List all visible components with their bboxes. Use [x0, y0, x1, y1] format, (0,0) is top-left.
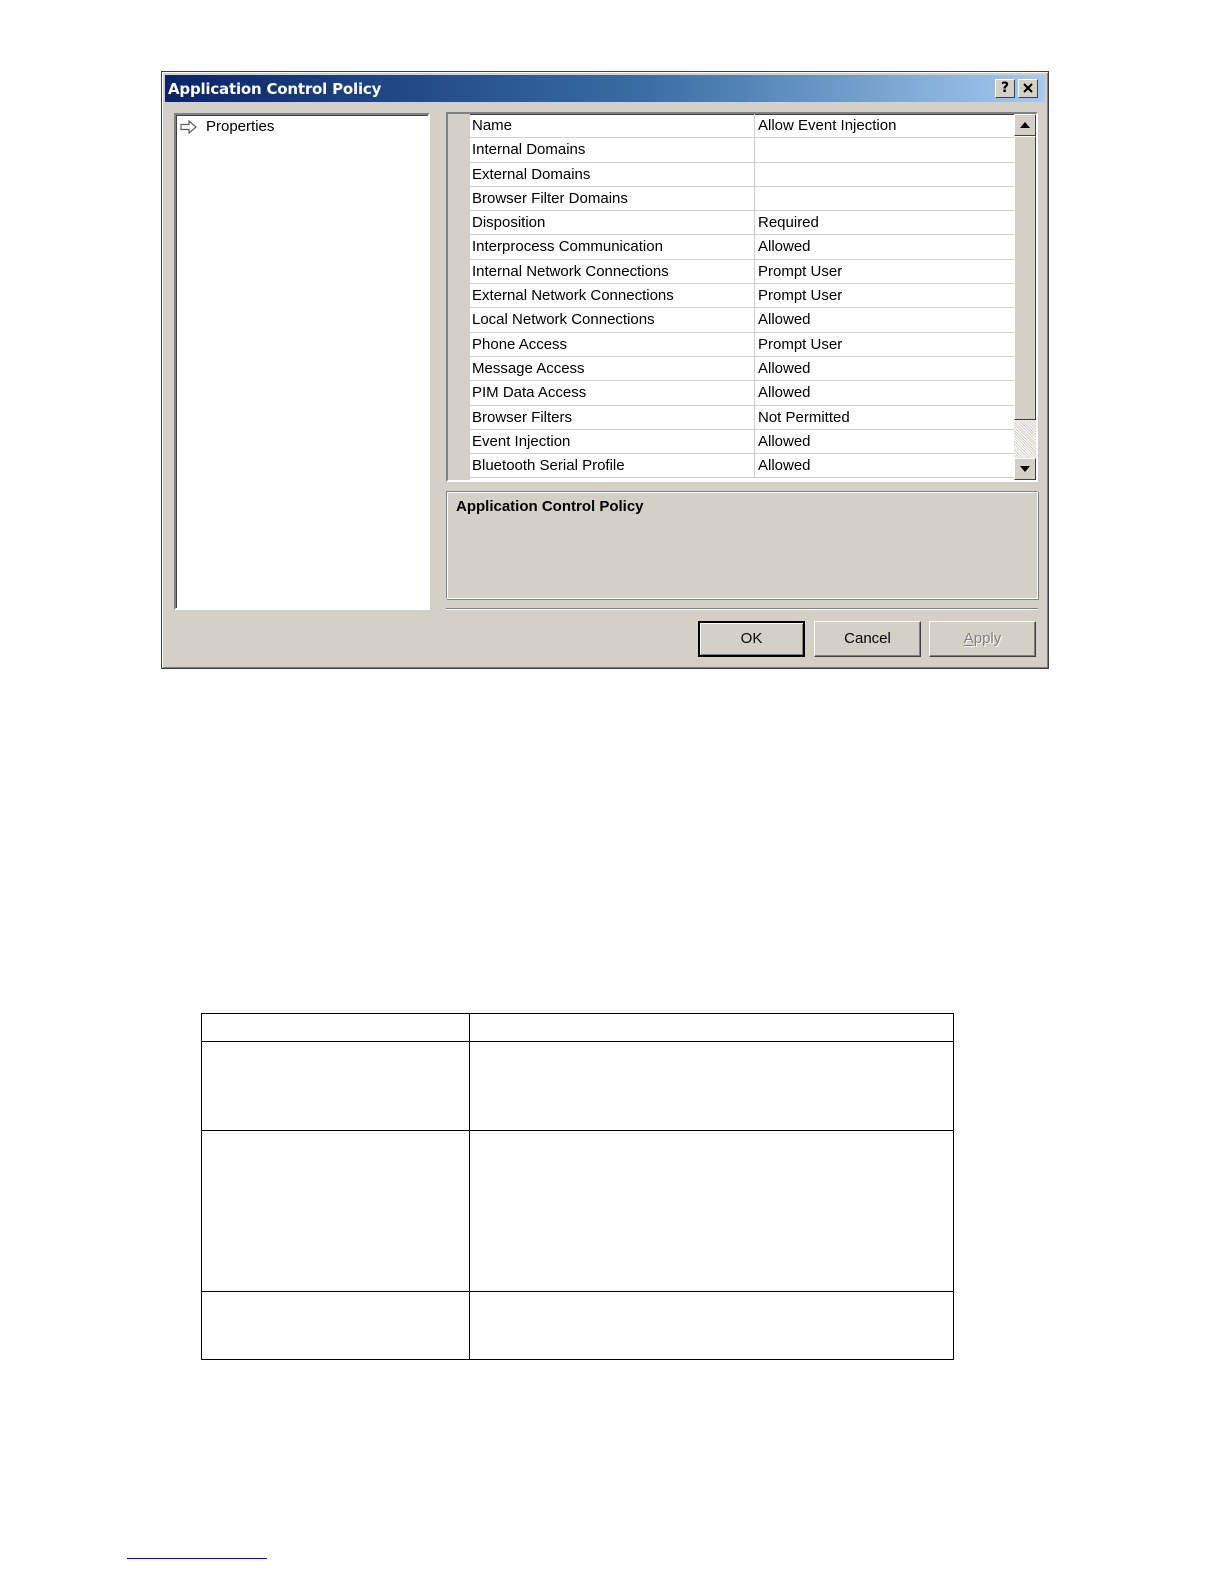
property-name: External Network Connections	[472, 287, 674, 305]
table-cell	[470, 1292, 954, 1360]
document-table	[201, 1013, 954, 1360]
arrow-right-icon	[180, 120, 198, 134]
application-control-policy-dialog	[161, 71, 1049, 669]
property-row[interactable]	[470, 163, 1014, 187]
close-button[interactable]	[1018, 79, 1038, 98]
dialog-title: Application Control Policy	[168, 80, 382, 98]
column-separator	[754, 357, 755, 380]
column-separator	[754, 235, 755, 258]
property-value[interactable]: Prompt User	[758, 287, 843, 305]
apply-label-rest: pply	[973, 630, 1002, 647]
property-value[interactable]: Allowed	[758, 432, 811, 450]
column-separator	[754, 114, 755, 137]
property-row[interactable]	[470, 284, 1014, 308]
table-cell	[202, 1131, 470, 1292]
property-row[interactable]	[470, 138, 1014, 162]
column-separator	[754, 454, 755, 477]
arrow-up-icon	[1020, 122, 1030, 128]
property-name: PIM Data Access	[472, 384, 587, 402]
property-row[interactable]	[470, 454, 1014, 478]
column-separator	[754, 163, 755, 186]
vertical-scrollbar[interactable]	[1014, 114, 1036, 480]
tree-item-properties[interactable]	[180, 118, 274, 135]
property-name: Disposition	[472, 214, 546, 232]
table-row	[202, 1131, 954, 1292]
property-row[interactable]	[470, 381, 1014, 405]
property-name: Internal Network Connections	[472, 262, 669, 280]
footnote-separator	[127, 1558, 267, 1559]
grid-row-header-margin	[448, 114, 470, 480]
column-separator	[754, 284, 755, 307]
table-cell	[470, 1131, 954, 1292]
description-panel	[446, 491, 1038, 599]
property-value[interactable]: Prompt User	[758, 335, 843, 353]
column-separator	[754, 406, 755, 429]
button-separator	[446, 608, 1038, 610]
property-value[interactable]: Allowed	[758, 238, 811, 256]
property-name: Phone Access	[472, 335, 568, 353]
apply-button[interactable]	[929, 621, 1036, 657]
property-row[interactable]	[470, 260, 1014, 284]
properties-tree[interactable]	[174, 113, 430, 610]
column-separator	[754, 430, 755, 453]
title-bar[interactable]	[165, 75, 1045, 102]
tree-item-label: Properties	[206, 118, 275, 135]
column-separator	[754, 187, 755, 210]
property-value[interactable]: Allowed	[758, 384, 811, 402]
table-cell	[202, 1292, 470, 1360]
property-name: Browser Filter Domains	[472, 189, 628, 207]
help-button[interactable]: ?	[995, 79, 1015, 98]
property-row[interactable]	[470, 357, 1014, 381]
property-row[interactable]	[470, 211, 1014, 235]
arrow-down-icon	[1020, 466, 1030, 472]
property-row[interactable]	[470, 235, 1014, 259]
scrollbar-thumb[interactable]	[1014, 136, 1036, 420]
property-value[interactable]: Not Permitted	[758, 408, 850, 426]
column-separator	[754, 333, 755, 356]
property-name: Local Network Connections	[472, 311, 655, 329]
property-name: Name	[472, 117, 513, 134]
property-row[interactable]	[470, 406, 1014, 430]
table-cell	[470, 1042, 954, 1131]
cancel-button[interactable]: Cancel	[814, 621, 921, 657]
column-separator	[754, 138, 755, 161]
apply-label: A	[963, 630, 974, 647]
table-cell	[470, 1014, 954, 1042]
property-name: Message Access	[472, 359, 585, 377]
table-row	[202, 1042, 954, 1131]
column-separator	[754, 308, 755, 331]
table-row	[202, 1292, 954, 1360]
property-grid-rows	[470, 114, 1014, 478]
property-name: Internal Domains	[472, 141, 586, 159]
property-name: Event Injection	[472, 432, 571, 450]
property-value[interactable]: Allowed	[758, 311, 811, 329]
property-row[interactable]	[470, 430, 1014, 454]
property-name: External Domains	[472, 165, 591, 183]
property-row[interactable]	[470, 114, 1014, 138]
property-value[interactable]: Allowed	[758, 457, 811, 475]
close-icon	[1023, 83, 1033, 93]
property-grid[interactable]	[446, 112, 1038, 482]
scroll-up-button[interactable]	[1014, 114, 1036, 136]
property-value[interactable]: Allowed	[758, 359, 811, 377]
table-row	[202, 1014, 954, 1042]
property-name: Interprocess Communication	[472, 238, 663, 256]
property-value[interactable]: Prompt User	[758, 262, 843, 280]
scroll-down-button[interactable]	[1014, 458, 1036, 480]
column-separator	[754, 260, 755, 283]
table-cell	[202, 1014, 470, 1042]
property-row[interactable]	[470, 187, 1014, 211]
property-row[interactable]	[470, 333, 1014, 357]
property-row[interactable]	[470, 308, 1014, 332]
column-separator	[754, 381, 755, 404]
property-name: Bluetooth Serial Profile	[472, 457, 625, 475]
ok-button[interactable]: OK	[698, 621, 805, 657]
property-value[interactable]: Required	[758, 214, 819, 232]
property-value[interactable]: Allow Event Injection	[758, 117, 897, 134]
description-title: Application Control Policy	[456, 498, 644, 515]
table-cell	[202, 1042, 470, 1131]
column-separator	[754, 211, 755, 234]
property-name: Browser Filters	[472, 408, 573, 426]
